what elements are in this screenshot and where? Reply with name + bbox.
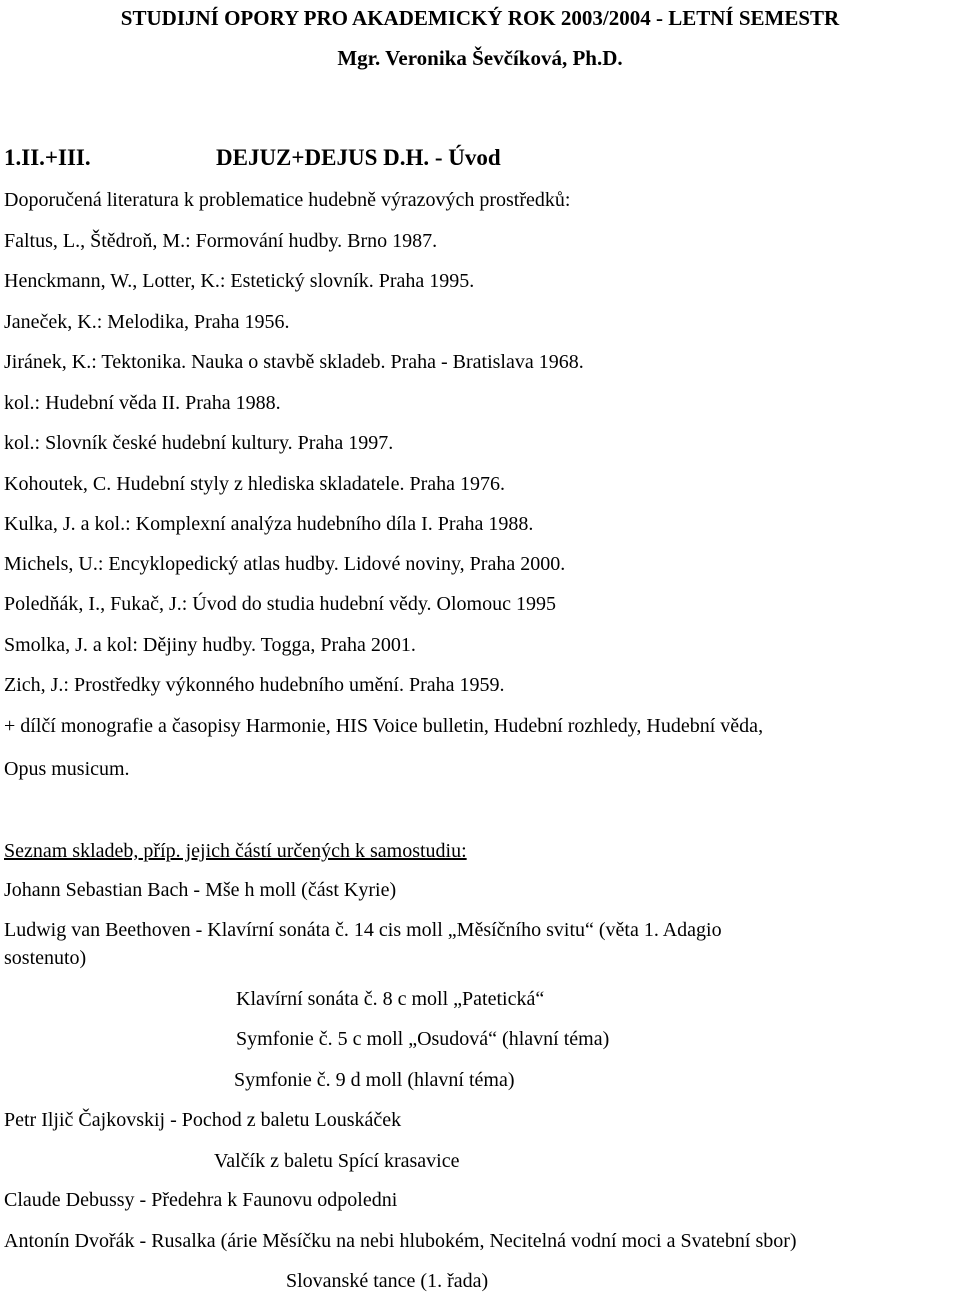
literature-item: Zich, J.: Prostředky výkonného hudebního umění. Praha 1959. (4, 674, 505, 696)
work-item: Claude Debussy - Předehra k Faunovu odpoledni (4, 1189, 398, 1211)
literature-item: Kohoutek, C. Hudební styly z hlediska skladatele. Praha 1976. (4, 473, 506, 495)
work-item: Slovanské tance (1. řada) (286, 1270, 489, 1292)
section-name: DEJUZ+DEJUS D.H. - Úvod (216, 145, 501, 170)
literature-item: Michels, U.: Encyklopedický atlas hudby. Lidové noviny, Praha 2000. (4, 553, 566, 575)
literature-item: Henckmann, W., Lotter, K.: Estetický slovník. Praha 1995. (4, 270, 475, 292)
literature-item: Jiránek, K.: Tektonika. Nauka o stavbě skladeb. Praha - Bratislava 1968. (4, 351, 584, 373)
literature-item: kol.: Slovník české hudební kultury. Praha 1997. (4, 432, 394, 454)
document-title: STUDIJNÍ OPORY PRO AKADEMICKÝ ROK 2003/2004 - LETNÍ SEMESTR (120, 6, 840, 30)
work-item: Symfonie č. 9 d moll (hlavní téma) (234, 1069, 515, 1091)
literature-note-continued: Opus musicum. (4, 758, 130, 780)
literature-item: Janeček, K.: Melodika, Praha 1956. (4, 311, 290, 333)
work-item: Antonín Dvořák - Rusalka (árie Měsíčku na nebi hlubokém, Necitelná vodní moci a Svatební sbor) (4, 1230, 797, 1252)
works-heading: Seznam skladeb, příp. jejich částí určených k samostudiu: (4, 840, 467, 862)
work-item: Klavírní sonáta č. 8 c moll „Patetická“ (236, 988, 545, 1010)
work-item: Petr Iljič Čajkovskij - Pochod z baletu Louskáček (4, 1109, 402, 1131)
literature-item: Kulka, J. a kol.: Komplexní analýza hudebního díla I. Praha 1988. (4, 513, 534, 535)
literature-heading: Doporučená literatura k problematice hudebně výrazových prostředků: (4, 189, 571, 211)
literature-item: Poledňák, I., Fukač, J.: Úvod do studia hudební vědy. Olomouc 1995 (4, 593, 556, 615)
work-item: Valčík z baletu Spící krasavice (214, 1150, 460, 1172)
literature-note: + dílčí monografie a časopisy Harmonie, HIS Voice bulletin, Hudební rozhledy, Hudební věda, (4, 715, 764, 737)
work-item: sostenuto) (4, 947, 87, 969)
author-line: Mgr. Veronika Ševčíková, Ph.D. (337, 46, 623, 70)
work-item: Symfonie č. 5 c moll „Osudová“ (hlavní téma) (236, 1028, 610, 1050)
literature-item: Smolka, J. a kol: Dějiny hudby. Togga, Praha 2001. (4, 634, 416, 656)
work-item: Johann Sebastian Bach - Mše h moll (část Kyrie) (4, 879, 397, 901)
literature-item: kol.: Hudební věda II. Praha 1988. (4, 392, 281, 414)
work-item: Ludwig van Beethoven - Klavírní sonáta č. 14 cis moll „Měsíčního svitu“ (věta 1. Adagio (4, 919, 722, 941)
literature-item: Faltus, L., Štědroň, M.: Formování hudby. Brno 1987. (4, 230, 438, 252)
section-number: 1.II.+III. (4, 145, 91, 170)
